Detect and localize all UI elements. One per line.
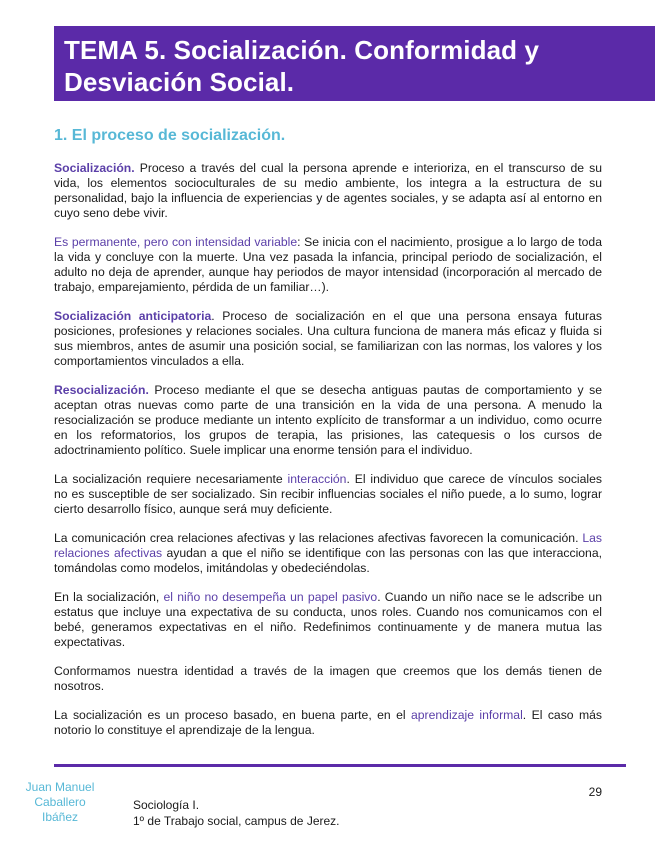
highlight-interaccion: interacción bbox=[287, 472, 347, 486]
paragraph-text: Conformamos nuestra identidad a través de la imagen que creemos que los demás tienen de nosotros. bbox=[54, 664, 602, 693]
paragraph-interaccion bbox=[54, 472, 602, 517]
paragraph-identidad bbox=[54, 664, 602, 694]
paragraph-text: ayudan a que el niño se identifique con las personas con las que interacciona, tomándolas como modelos, imitándolas y obedeciéndolas. bbox=[54, 546, 602, 575]
chapter-title-banner bbox=[54, 26, 655, 101]
highlight-papel-pasivo: el niño no desempeña un papel pasivo bbox=[163, 590, 378, 604]
paragraph-text: Proceso a través del cual la persona aprende e interioriza, en el transcurso de su vida, los elementos socioculturales de su medio ambiente, los integra a la estructura de su personalidad, bajo la influencia de experiencias y de agentes sociales, y se adapta así al entorno en cuyo seno debe vivir. bbox=[54, 161, 602, 220]
paragraph-resocializacion bbox=[54, 383, 602, 458]
course-line-2: 1º de Trabajo social, campus de Jerez. bbox=[133, 814, 340, 828]
term-socializacion: Socialización. bbox=[54, 161, 135, 175]
author-line-3: Ibáñez bbox=[41, 810, 79, 824]
paragraph-papel-pasivo bbox=[54, 590, 602, 650]
highlight-relaciones-afectivas: Las relaciones afectivas bbox=[54, 531, 602, 560]
footer-course bbox=[133, 797, 340, 829]
paragraph-relaciones-afectivas bbox=[54, 531, 602, 576]
paragraph-text: La comunicación crea relaciones afectivas y las relaciones afectivas favorecen la comunicación. bbox=[54, 531, 583, 545]
paragraph-text: . Cuando un niño nace se le adscribe un estatus que incluye una expectativa de su conducta, unos roles. Cuando nos comunicamos con el bebé, generamos expectativas en el niño. Redefinimos continuamente y de manera mutua las expectativas. bbox=[54, 590, 602, 649]
chapter-title-line-2: Desviación Social. bbox=[64, 67, 295, 97]
paragraph-text: . Proceso de socialización en el que una persona ensaya futuras posiciones, profesiones y relaciones sociales. Una cultura funciona de manera más eficaz y fluida si sus miembros, antes de asumir una posición social, se familiarizan con las normas, los valores y los comportamientos vinculados a ella. bbox=[54, 309, 602, 368]
term-permanente: Es permanente, pero con intensidad variable bbox=[54, 235, 298, 249]
paragraph-text: . El caso más notorio lo constituye el aprendizaje de la lengua. bbox=[54, 708, 603, 737]
course-line-1: Sociología I. bbox=[133, 798, 200, 812]
chapter-title-line-1: TEMA 5. Socialización. Conformidad y bbox=[64, 35, 540, 65]
page-number: 29 bbox=[588, 785, 602, 799]
footer-divider bbox=[54, 764, 626, 767]
document-body bbox=[54, 161, 602, 752]
paragraph-permanente bbox=[54, 235, 602, 295]
author-line-1: Juan Manuel bbox=[25, 780, 95, 794]
paragraph-socializacion bbox=[54, 161, 602, 221]
paragraph-text: La socialización es un proceso basado, en buena parte, en el bbox=[54, 708, 411, 722]
author-line-2: Caballero bbox=[34, 795, 86, 809]
paragraph-anticipatoria bbox=[54, 309, 602, 369]
paragraph-text: Proceso mediante el que se desecha antiguas pautas de comportamiento y se aceptan otras nuevas como parte de una transición en la vida de una persona. A menudo la resocialización se produce mediante un intento explícito de transformar a un individuo, como ocurre en los reformatorios, los grupos de terapia, las prisiones, las catequesis o los cursos de adoctrinamiento político. Suele implicar una enorme tensión para el individuo. bbox=[54, 383, 602, 457]
term-resocializacion: Resocialización. bbox=[54, 383, 149, 397]
highlight-aprendizaje-informal: aprendizaje informal bbox=[411, 708, 523, 722]
term-anticipatoria: Socialización anticipatoria bbox=[54, 309, 212, 323]
paragraph-text: : Se inicia con el nacimiento, prosigue a lo largo de toda la vida y concluye con la muerte. Una vez pasada la infancia, principal periodo de socialización, el adulto no deja de aprender, aunque hay periodos de mayor intensidad (incorporación al mercado de trabajo, emparejamiento, pérdida de un familiar…). bbox=[54, 235, 602, 294]
paragraph-aprendizaje-informal bbox=[54, 708, 602, 738]
paragraph-text: . El individuo que carece de vínculos sociales no es susceptible de ser socializado. Sin recibir influencias sociales el niño puede, a lo sumo, lograr cierto desarrollo físico, aunque será muy deficiente. bbox=[54, 472, 602, 516]
paragraph-text: La socialización requiere necesariamente bbox=[54, 472, 288, 486]
section-title: 1. El proceso de socialización. bbox=[54, 127, 286, 144]
paragraph-text: En la socialización, bbox=[54, 590, 164, 604]
footer-author bbox=[8, 780, 112, 825]
